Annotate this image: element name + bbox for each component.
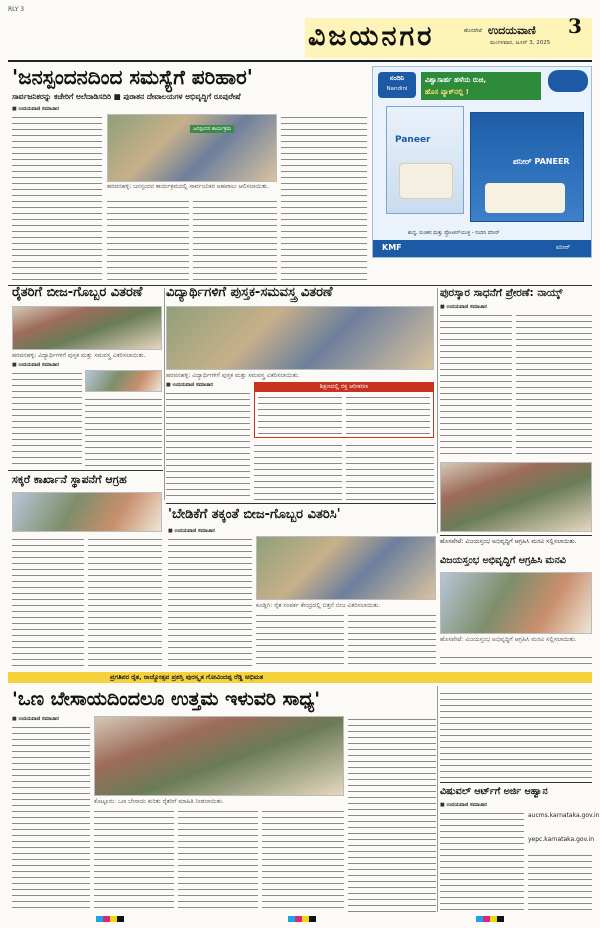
seed-headline: ರೈತರಿಗೆ ಬೀಜ-ಗೊಬ್ಬರ ವಿತರಣೆ — [12, 285, 143, 300]
dry-farming-kicker: ಪ್ರಗತಿಪರ ರೈತ, ರಾಜ್ಯೋತ್ಸವ ಪ್ರಶಸ್ತಿ ಪುರಸ್ಕೃತ ಗೋವಿಂದಪ್ಪ ರೆಡ್ಡಿ ಅಭಿಮತ — [110, 673, 264, 681]
dry-farming-photo — [94, 716, 344, 796]
dry-farming-photo-caption: ಕೊಟ್ಟೂರು: ಒಣ ಬೇಸಾಯ ಕುರಿತು ರೈತರಿಗೆ ಮಾಹಿತಿ ನೀಡಲಾಯಿತು. — [94, 798, 224, 805]
lead-subhead: ಸಾರ್ವಜನಿಕರನ್ನು ಕಚೇರಿಗೆ ಅಲೆದಾಡಿಸದಿರಿ ■ ಪುರಾತನ ದೇವಾಲಯಗಳ ಅಭಿವೃದ್ಧಿಗೆ ರೂಪುರೇಷೆ — [12, 92, 241, 101]
award-column-2 — [516, 312, 592, 458]
award-byline: ■ ಉದಯವಾಣಿ ಸಮಾಚಾರ — [440, 304, 487, 310]
lead-photo-caption: ಹರಪನಹಳ್ಳಿ: ಜನಸ್ಪಂದನ ಕಾರ್ಯಕ್ರಮದಲ್ಲಿ ಸಾರ್ವಜನಿಕರ ಅಹವಾಲು ಆಲಿಸಲಾಯಿತು. — [107, 183, 269, 190]
ad-pack-2-label: ಪನೀರ್ PANEER — [513, 157, 570, 166]
section-rule-5 — [440, 782, 592, 783]
registration-marks-center — [288, 916, 316, 922]
column-divider-3 — [437, 686, 438, 912]
registration-marks-left — [96, 916, 124, 922]
education-box-col-1 — [258, 394, 342, 434]
seed-column-2 — [85, 396, 162, 466]
lead-photo-banner: ಜನಸ್ಪಂದನ ಕಾರ್ಯಕ್ರಮ — [190, 125, 234, 133]
seed-column-1 — [12, 370, 82, 466]
ad-footer-brand: KMF — [382, 243, 402, 252]
edition-tag: RLY 3 — [8, 6, 25, 13]
lead-headline: 'ಜನಸ್ಪಂದನದಿಂದ ಸಮಸ್ಯೆಗೆ ಪರಿಹಾರ' — [12, 65, 253, 89]
ad-brand-logo — [378, 72, 416, 98]
section-rule-2 — [8, 470, 163, 471]
masthead-rule — [8, 60, 592, 62]
paper-name: ಉದಯವಾಣಿ — [488, 24, 536, 37]
vijaya-kicker: ಹೊಸಪೇಟೆ: ವಿಜಯಸ್ತಂಭ ಅಭಿವೃದ್ಧಿಗೆ ಆಗ್ರಹಿಸಿ ಮನವಿ ಸಲ್ಲಿಸಲಾಯಿತು. — [440, 538, 577, 545]
ad-pack-1-label: Paneer — [395, 135, 431, 145]
sowing-photo-caption: ಕೂಡ್ಲಿಗಿ: ರೈತ ಸಂಪರ್ಕ ಕೇಂದ್ರದಲ್ಲಿ ಬಿತ್ತನೆ ಬೀಜ ವಿತರಿಸಲಾಯಿತು. — [256, 602, 381, 609]
ad-tagline-2: ಹೊಸ ಪ್ಯಾಕ್‌ನಲ್ಲಿ ! — [425, 88, 469, 96]
sowing-byline: ■ ಉದಯವಾಣಿ ಸಮಾಚಾರ — [168, 528, 215, 534]
dry-farming-column-2 — [94, 808, 174, 912]
sugar-column-1 — [12, 536, 84, 668]
sowing-column-1 — [168, 536, 252, 668]
lead-column-3 — [193, 198, 277, 282]
education-box-title: ಶಿಕ್ಷಣದಲ್ಲಿ ರಕ್ತ ಆರೀಕರಣ — [254, 382, 434, 392]
ad-pack-2-image — [485, 183, 565, 213]
books-column-1 — [166, 390, 250, 500]
seed-photo — [12, 306, 162, 350]
dry-farming-byline: ■ ಉದಯವಾಣಿ ಸಮಾಚಾರ — [12, 716, 59, 722]
award-column-1 — [440, 312, 512, 458]
lead-column-4 — [281, 114, 367, 282]
seed-byline: ■ ಉದಯವಾಣಿ ಸಮಾಚಾರ — [12, 362, 59, 368]
vijaya-photo — [440, 572, 592, 634]
ad-pack-1-image — [399, 163, 453, 199]
page-number: 3 — [568, 14, 582, 38]
award-headline: ಪುರಸ್ಕಾರ ಸಾಧನೆಗೆ ಪ್ರೇರಣೆ: ನಾಯ್ಕ್ — [440, 287, 563, 299]
dry-farming-column-3 — [178, 808, 258, 912]
lead-column-1 — [12, 114, 102, 282]
dry-farming-column-5 — [348, 716, 436, 912]
sowing-headline: 'ಬೇಡಿಕೆಗೆ ತಕ್ಕಂತೆ ಬೀಜ-ಗೊಬ್ಬರ ವಿತರಿಸಿ' — [168, 507, 341, 522]
books-photo — [166, 306, 434, 370]
web-url-1: aucms.karnataka.gov.in — [528, 812, 600, 819]
section-title: ವಿಜಯನಗರ — [308, 21, 435, 52]
lead-byline: ■ ಉದಯವಾಣಿ ಸಮಾಚಾರ — [12, 106, 59, 112]
ad-footer-line: ಶುದ್ಧ, ರುಚಿಕರ ಮತ್ತು ಪ್ರೋಟೀನ್‌ಯುಕ್ತ - ನಂದಿನಿ ಪನೀರ್ — [408, 230, 500, 236]
sowing-column-3 — [348, 612, 436, 668]
column-divider-1 — [164, 288, 165, 500]
sowing-column-2 — [256, 612, 344, 668]
visual-art-headline: ವಿಷುವಲ್ ಆರ್ಟ್‌ಗೆ ಅರ್ಜಿ ಆಹ್ವಾನ — [440, 786, 548, 797]
column-divider-2 — [437, 288, 438, 533]
sugar-photo — [12, 492, 162, 532]
lead-column-2 — [107, 198, 189, 282]
paper-prefix: ಹೊಸಪೇಟೆ — [464, 28, 482, 34]
ad-brand: ನಂದಿನಿ — [389, 74, 405, 82]
section-rule-4 — [440, 535, 592, 536]
dry-farming-column-1 — [12, 724, 90, 912]
ad-brand-en: Nandini — [386, 86, 408, 92]
ad-tagline-1: ವಿಶ್ವಾಸಾರ್ಹ ಹಳೆಯ ರುಚಿ, — [425, 76, 487, 84]
ad-corner-logo — [548, 70, 588, 92]
books-column-2 — [254, 442, 342, 500]
books-photo-caption: ಹರಪನಹಳ್ಳಿ: ವಿದ್ಯಾರ್ಥಿಗಳಿಗೆ ಪುಸ್ತಕ ಮತ್ತು ಸಮವಸ್ತ್ರ ವಿತರಿಸಲಾಯಿತು. — [166, 372, 300, 379]
dry-farming-column-4 — [262, 808, 344, 912]
ad-pack-1 — [386, 106, 464, 214]
visual-art-byline: ■ ಉದಯವಾಣಿ ಸಮಾಚಾರ — [440, 802, 487, 808]
web-url-2: yepc.karnataka.gov.in — [528, 836, 595, 843]
visual-art-column-2 — [528, 852, 592, 912]
visual-art-column-1 — [440, 810, 524, 912]
dry-farming-headline: 'ಒಣ ಬೇಸಾಯದಿಂದಲೂ ಉತ್ತಮ ಇಳುವರಿ ಸಾಧ್ಯ' — [12, 688, 321, 710]
sugar-column-2 — [88, 536, 162, 668]
vijaya-headline: ವಿಜಯಸ್ತಂಭ ಅಭಿವೃದ್ಧಿಗೆ ಆಗ್ರಹಿಸಿ ಮನವಿ — [440, 555, 566, 566]
section-rule-3 — [166, 503, 436, 504]
seed-small-photo — [85, 370, 162, 392]
dry-farming-kicker-band — [8, 672, 592, 683]
sowing-photo — [256, 536, 436, 600]
ad-pack-2 — [470, 112, 584, 222]
ad-tagline-box — [421, 72, 541, 100]
education-box-col-2 — [346, 394, 430, 434]
seed-photo-caption: ಹರಪನಹಳ್ಳಿ: ವಿದ್ಯಾರ್ಥಿಗಳಿಗೆ ಪುಸ್ತಕ ಮತ್ತು ಸಮವಸ್ತ್ರ ವಿತರಿಸಲಾಯಿತು. — [12, 352, 146, 359]
right-brief-column — [440, 690, 592, 778]
issue-date: ಮಂಗಳವಾರ, ಜೂನ್ 3, 2025 — [490, 40, 551, 46]
ad-footer-product: ಪನೀರ್ — [556, 244, 571, 251]
books-column-3 — [346, 442, 434, 500]
sugar-headline: ಸಕ್ಕರೆ ಕಾರ್ಖಾನೆ ಸ್ಥಾಪನೆಗೆ ಆಗ್ರಹ — [12, 473, 127, 486]
registration-marks-right — [476, 916, 504, 922]
vijaya-column-1 — [440, 654, 592, 668]
books-headline: ವಿದ್ಯಾರ್ಥಿಗಳಿಗೆ ಪುಸ್ತಕ-ಸಮವಸ್ತ್ರ ವಿತರಣೆ — [166, 285, 333, 300]
books-byline: ■ ಉದಯವಾಣಿ ಸಮಾಚಾರ — [166, 382, 213, 388]
vijaya-photo-caption: ಹೊಸಪೇಟೆ: ವಿಜಯಸ್ತಂಭ ಅಭಿವೃದ್ಧಿಗೆ ಆಗ್ರಹಿಸಿ ಮನವಿ ಸಲ್ಲಿಸಲಾಯಿತು. — [440, 636, 577, 643]
award-photo — [440, 462, 592, 532]
